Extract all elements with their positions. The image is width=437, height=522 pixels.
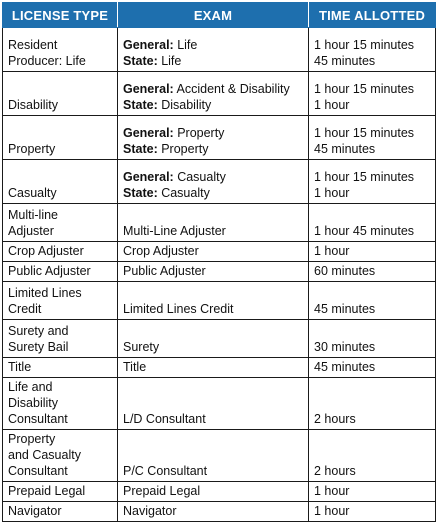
exam-cell: [118, 72, 309, 116]
license-type-text: Prepaid Legal: [8, 484, 86, 498]
time-allotted-cell: [309, 502, 436, 522]
exam-line: [123, 263, 303, 279]
license-type-cell: [3, 242, 118, 262]
exam-part-label: State:: [123, 142, 158, 156]
exam-cell: [118, 358, 309, 378]
time-allotted-value: 1 hour: [314, 244, 350, 258]
license-type-cell: [3, 72, 118, 116]
time-allotted-value: 1 hour: [314, 98, 350, 112]
exam-part-label: State:: [123, 54, 158, 68]
license-type-text: Consultant: [8, 464, 68, 478]
license-type-cell: [3, 502, 118, 522]
time-allotted-value: 2 hours: [314, 464, 356, 478]
header-exam: EXAM: [118, 3, 309, 28]
exam-cell: [118, 430, 309, 482]
time-allotted-value: 45 minutes: [314, 54, 376, 68]
time-allotted-value: 1 hour 15 minutes: [314, 38, 415, 52]
time-allotted-cell: [309, 378, 436, 430]
exam-name: Surety: [123, 340, 160, 354]
time-allotted-value: 1 hour: [314, 504, 350, 518]
exam-name: Public Adjuster: [123, 264, 206, 278]
time-allotted-cell: [309, 262, 436, 282]
exam-line: [123, 141, 303, 157]
exam-line: [123, 185, 303, 201]
license-type-cell: [3, 160, 118, 204]
license-type-text: Casualty: [8, 186, 57, 200]
exam-name: P/C Consultant: [123, 464, 208, 478]
exam-name: Casualty: [173, 170, 226, 184]
time-allotted-cell: [309, 430, 436, 482]
exam-cell: [118, 262, 309, 282]
exam-line: [123, 37, 303, 53]
license-type-text: Multi-line: [8, 208, 59, 222]
license-type-text: Surety and: [8, 324, 69, 338]
license-type-cell: [3, 320, 118, 358]
exam-name: L/D Consultant: [123, 412, 206, 426]
license-type-text: Property: [8, 432, 56, 446]
license-type-text: Title: [8, 360, 32, 374]
time-allotted-value: 1 hour: [314, 484, 350, 498]
license-type-text: Navigator: [8, 504, 62, 518]
license-type-text: Life and: [8, 380, 53, 394]
exam-line: [123, 223, 303, 239]
time-allotted-cell: [309, 482, 436, 502]
license-type-text: Producer: Life: [8, 54, 86, 68]
time-allotted-value: 60 minutes: [314, 264, 376, 278]
exam-line: [123, 169, 303, 185]
exam-name: Property: [173, 126, 225, 140]
exam-name: Life: [157, 54, 182, 68]
license-type-text: Crop Adjuster: [8, 244, 84, 258]
time-allotted-value: 1 hour: [314, 186, 350, 200]
table-body: [3, 28, 436, 522]
time-allotted-cell: [309, 358, 436, 378]
exam-part-label: General:: [123, 170, 174, 184]
exam-name: Life: [173, 38, 198, 52]
exam-name: Title: [123, 360, 147, 374]
license-type-text: Credit: [8, 302, 42, 316]
exam-name: Multi-Line Adjuster: [123, 224, 226, 238]
exam-cell: [118, 242, 309, 262]
table-row: [3, 430, 436, 482]
license-type-text: Consultant: [8, 412, 68, 426]
exam-part-label: State:: [123, 186, 158, 200]
exam-cell: [118, 160, 309, 204]
time-allotted-cell: [309, 116, 436, 160]
exam-name: Navigator: [123, 504, 177, 518]
exam-cell: [118, 502, 309, 522]
header-license-type: LICENSE TYPE: [3, 3, 118, 28]
license-type-text: Limited Lines: [8, 286, 82, 300]
exam-line: [123, 483, 303, 499]
exam-cell: [118, 116, 309, 160]
license-type-text: Disability: [8, 396, 59, 410]
license-type-text: Resident: [8, 38, 58, 52]
license-type-cell: [3, 116, 118, 160]
license-type-cell: [3, 204, 118, 242]
time-allotted-cell: [309, 282, 436, 320]
exam-line: [123, 243, 303, 259]
exam-cell: [118, 28, 309, 72]
time-allotted-value: 2 hours: [314, 412, 356, 426]
exam-name: Property: [157, 142, 209, 156]
exam-line: [123, 359, 303, 375]
table-row: [3, 116, 436, 160]
time-allotted-cell: [309, 28, 436, 72]
time-allotted-value: 1 hour 15 minutes: [314, 126, 415, 140]
time-allotted-value: 1 hour 15 minutes: [314, 82, 415, 96]
exam-name: Casualty: [157, 186, 210, 200]
table-row: [3, 320, 436, 358]
time-allotted-cell: [309, 204, 436, 242]
time-allotted-value: 1 hour 45 minutes: [314, 224, 415, 238]
exam-line: [123, 53, 303, 69]
license-type-cell: [3, 482, 118, 502]
exam-line: [123, 463, 303, 479]
license-type-text: Disability: [8, 98, 59, 112]
license-type-text: Adjuster: [8, 224, 54, 238]
license-type-text: Property: [8, 142, 56, 156]
exam-name: Accident & Disability: [173, 82, 290, 96]
time-allotted-value: 45 minutes: [314, 302, 376, 316]
time-allotted-cell: [309, 160, 436, 204]
exam-name: Limited Lines Credit: [123, 302, 234, 316]
exam-line: [123, 125, 303, 141]
time-allotted-value: 30 minutes: [314, 340, 376, 354]
license-type-text: Surety Bail: [8, 340, 69, 354]
exam-line: [123, 97, 303, 113]
exam-part-label: General:: [123, 126, 174, 140]
header-row: [3, 3, 436, 28]
exam-line: [123, 411, 303, 427]
license-type-text: and Casualty: [8, 448, 81, 462]
exam-cell: [118, 378, 309, 430]
table-row: [3, 204, 436, 242]
license-type-cell: [3, 378, 118, 430]
exam-cell: [118, 482, 309, 502]
license-type-cell: [3, 28, 118, 72]
exam-line: [123, 503, 303, 519]
license-type-cell: [3, 262, 118, 282]
time-allotted-cell: [309, 72, 436, 116]
time-allotted-value: 45 minutes: [314, 360, 376, 374]
table-row: [3, 72, 436, 116]
table-row: [3, 160, 436, 204]
exam-line: [123, 301, 303, 317]
time-allotted-cell: [309, 320, 436, 358]
exam-cell: [118, 320, 309, 358]
header-time-allotted: TIME ALLOTTED: [309, 3, 436, 28]
table-row: [3, 358, 436, 378]
time-allotted-value: 1 hour 15 minutes: [314, 170, 415, 184]
license-type-cell: [3, 430, 118, 482]
license-exam-table: [2, 2, 436, 522]
exam-cell: [118, 204, 309, 242]
exam-part-label: State:: [123, 98, 158, 112]
time-allotted-cell: [309, 242, 436, 262]
exam-cell: [118, 282, 309, 320]
table-row: [3, 242, 436, 262]
table-header: [3, 3, 436, 28]
table-row: [3, 378, 436, 430]
time-allotted-value: 45 minutes: [314, 142, 376, 156]
exam-name: Crop Adjuster: [123, 244, 199, 258]
table-row: [3, 262, 436, 282]
table-row: [3, 482, 436, 502]
exam-line: [123, 339, 303, 355]
exam-name: Disability: [157, 98, 212, 112]
exam-part-label: General:: [123, 82, 174, 96]
license-type-cell: [3, 282, 118, 320]
table-row: [3, 502, 436, 522]
exam-part-label: General:: [123, 38, 174, 52]
exam-name: Prepaid Legal: [123, 484, 201, 498]
exam-line: [123, 81, 303, 97]
table-row: [3, 28, 436, 72]
table-row: [3, 282, 436, 320]
license-type-text: Public Adjuster: [8, 264, 91, 278]
license-type-cell: [3, 358, 118, 378]
